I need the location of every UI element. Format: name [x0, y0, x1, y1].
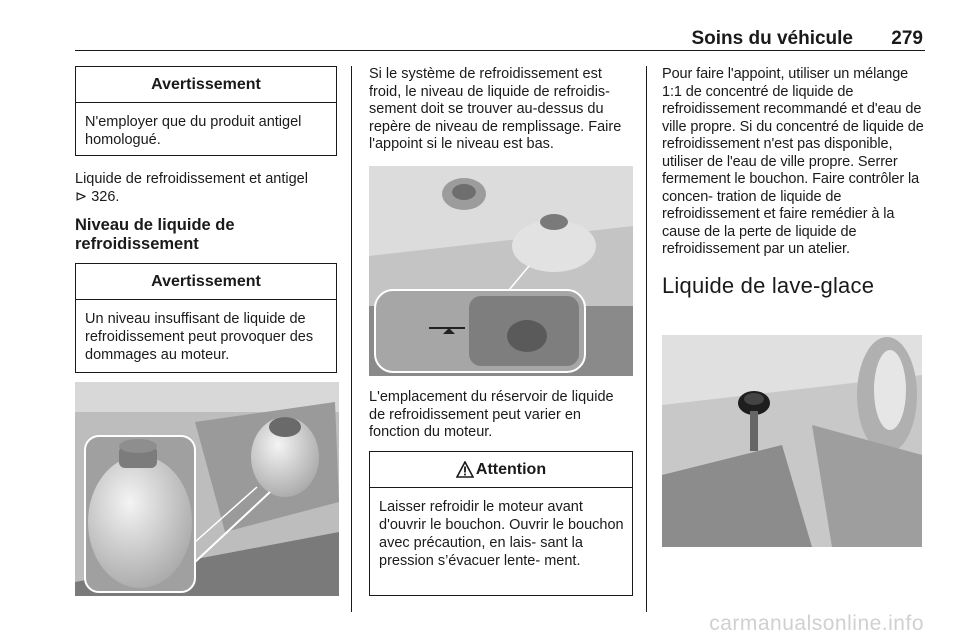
column-divider-1: [351, 66, 352, 612]
coolant-reservoir-inset-illustration: [369, 166, 633, 376]
topping-up-instructions: Pour faire l'appoint, utiliser un mélange 1:1 de concentré de liquide de refroidissement recommandé et d'eau de ville propre. Si du concentré de liquide de refroidissement n'est pas disponible, utiliser de l'eau de ville propre. Serrer fermement le bouchon. Faire contrôler la concen- tration de liquide de refroidissement et faire remédier à la cause de la perte de liquide de refroidissement par un atelier.: [662, 66, 924, 257]
warning-body: Un niveau insuffisant de liquide de refroidissement peut provoquer des dommages au moteur.: [85, 311, 314, 363]
watermark: carmanualsonline.info: [709, 612, 924, 635]
section-title-coolant-level: Niveau de liquide de refroidissement: [75, 216, 235, 253]
attention-body: Laisser refroidir le moteur avant d'ouvrir le bouchon. Ouvrir le bouchon avec précaution, en lais- sant la pression s’évacuer lente- ment.: [379, 498, 624, 569]
warning-heading: Avertissement: [76, 264, 336, 300]
column-divider-2: [646, 66, 647, 612]
washer-fluid-photo: [662, 335, 922, 547]
reference-text: Liquide de refroidissement et antigel ⊳ 326.: [75, 171, 308, 205]
column-1: [75, 66, 337, 373]
warning-box-antifreeze: [75, 66, 337, 156]
image-caption: L'emplacement du réservoir de liquide de refroidissement peut varier en fonction du moteur.: [369, 389, 614, 440]
section-title-washer-fluid: Liquide de lave-glace: [662, 272, 875, 298]
page-reference-arrow-icon: ⊳: [75, 188, 88, 205]
coolant-reservoir-photo: [369, 166, 633, 376]
column-2-lower: [369, 389, 633, 596]
coolant-level-instructions: Si le système de refroidissement est froid, le niveau de liquide de refroidis- sement doit se trouver au-dessus du repère de niveau de remplissage. Faire l'appoint si le niveau est bas.: [369, 66, 622, 152]
coolant-reservoir-illustration: [75, 382, 339, 596]
column-3: [662, 66, 924, 299]
column-2: [369, 66, 633, 154]
attention-heading: Attention: [370, 452, 632, 488]
warning-body: N'employer que du produit antigel homologué.: [85, 114, 302, 148]
engine-bay-coolant-photo: [75, 382, 339, 596]
warning-box-low-level: [75, 263, 337, 373]
page-title: Soins du véhicule: [691, 28, 853, 49]
reference-page: 326.: [91, 188, 120, 205]
warning-triangle-icon: [456, 461, 474, 478]
attention-box: [369, 451, 633, 596]
page-number: 279: [891, 28, 923, 49]
warning-heading: Avertissement: [76, 67, 336, 103]
washer-fluid-illustration: [662, 335, 922, 547]
page-header: [75, 26, 925, 51]
